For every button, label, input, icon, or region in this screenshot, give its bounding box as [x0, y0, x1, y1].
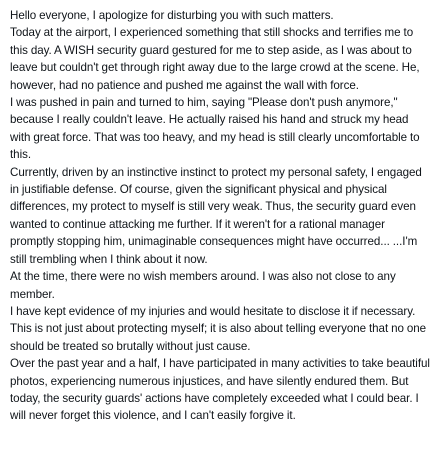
post-paragraph-closing: Over the past year and a half, I have participated in many activities to take beautiful photos, experiencing numerous injustices, and have silently endured them. But today, the security guards' actions have completely exceeded what I could bear. I will never forget this violence, and I can't easily forgive it. [10, 357, 430, 423]
post-paragraph-airport-incident: Today at the airport, I experienced something that still shocks and terrifies me to this day. A WISH security guard gestured for me to step aside, as I was about to leave but couldn't get through right away due to the large crowd at the scene. He, however, had no patience and pushed me against the wall with force. [10, 26, 420, 92]
post-paragraph-no-members: At the time, there were no wish members around. I was also not close to any member. [10, 270, 396, 301]
post-text [10, 7, 430, 425]
post-paragraph-struck: I was pushed in pain and turned to him, saying "Please don't push anymore," because I really couldn't leave. He actually raised his hand and struck my head with great force. That was too heavy, and my head is still clearly uncomfortable to this. [10, 96, 420, 162]
post-paragraph-evidence: I have kept evidence of my injuries and would hesitate to disclose it if necessary. This is not just about protecting myself; it is also about telling everyone that no one should be treated so brutally without just cause. [10, 304, 427, 353]
post-paragraph-defense: Currently, driven by an instinctive instinct to protect my personal safety, I engaged in justifiable defense. Of course, given the significant physical and physical differences, my protect to myself is still very weak. Thus, the security guard even wanted to continue attacking me further. If it weren't for a rational manager promptly stopping him, unimaginable consequences might have occurred... ...I'm still trembling when I think about it now. [10, 165, 422, 266]
post-paragraph-greeting: Hello everyone, I apologize for disturbing you with such matters. [10, 9, 334, 22]
